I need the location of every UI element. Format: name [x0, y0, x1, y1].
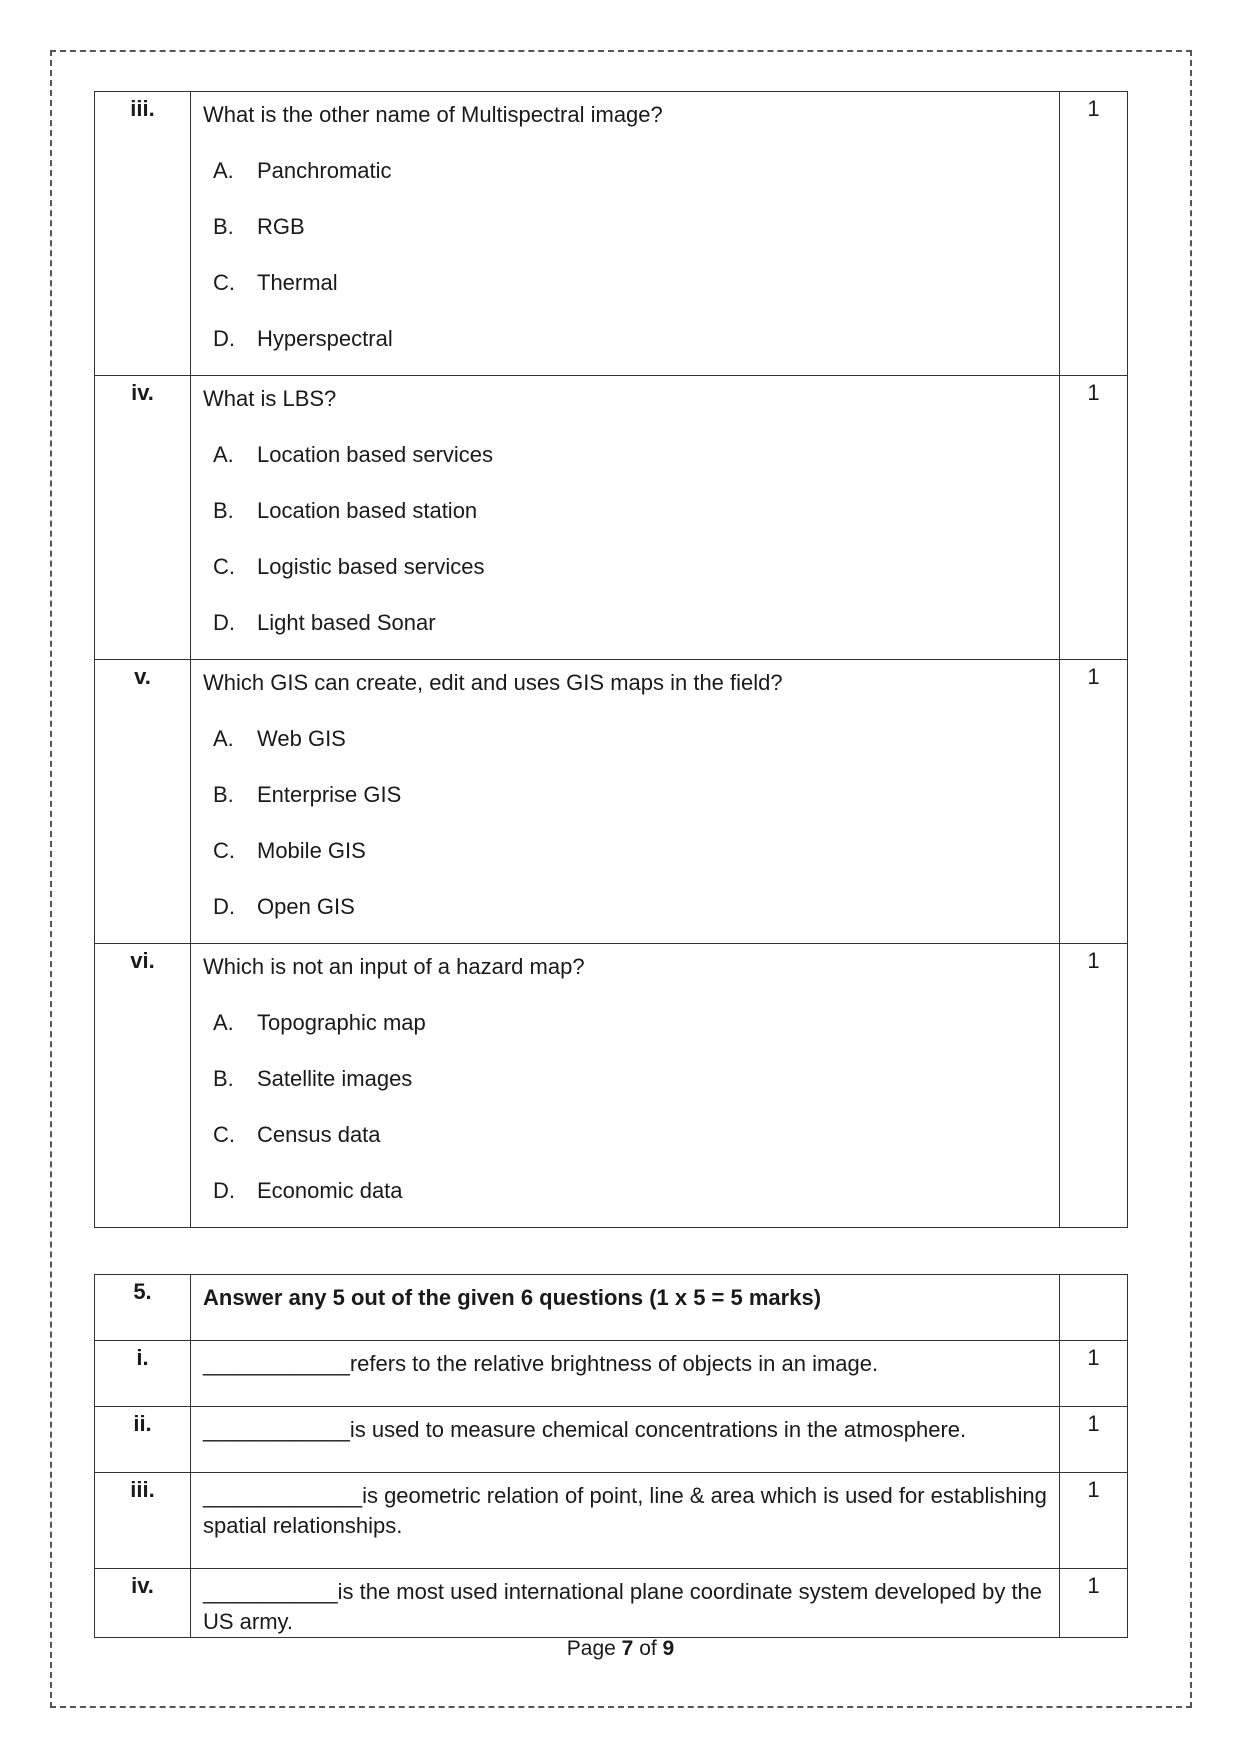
page-total: 9 — [662, 1637, 675, 1660]
question-text — [203, 1349, 1047, 1379]
fill-blank-row — [95, 1473, 1128, 1569]
page-of-label: of — [639, 1637, 657, 1660]
option-text: Open GIS — [257, 894, 355, 919]
option-text: Location based station — [257, 498, 478, 523]
question-number: v. — [95, 660, 191, 944]
option-text: Census data — [257, 1122, 381, 1147]
option-c — [203, 268, 1047, 298]
marks-cell: 1 — [1060, 376, 1128, 660]
option-a — [203, 156, 1047, 186]
option-text: Economic data — [257, 1178, 403, 1203]
question-cell — [191, 1473, 1060, 1569]
option-b — [203, 1064, 1047, 1094]
answer-blank: ___________ — [203, 1579, 338, 1604]
question-cell — [191, 1341, 1060, 1407]
fill-blank-row — [95, 1341, 1128, 1407]
question-cell — [191, 944, 1060, 1228]
answer-blank: ____________ — [203, 1351, 350, 1376]
question-number: iv. — [95, 376, 191, 660]
option-letter: A. — [213, 1010, 234, 1035]
question-body: is used to measure chemical concentrations in the atmosphere. — [349, 1417, 967, 1442]
option-c — [203, 552, 1047, 582]
question-text: Which GIS can create, edit and uses GIS maps in the field? — [203, 670, 783, 695]
option-letter: A. — [213, 158, 234, 183]
marks-cell: 1 — [1060, 660, 1128, 944]
page-current: 7 — [621, 1637, 634, 1660]
question-text: Which is not an input of a hazard map? — [203, 954, 585, 979]
marks-cell: 1 — [1060, 944, 1128, 1228]
option-text: Thermal — [257, 270, 338, 295]
question-number: iii. — [95, 1473, 191, 1569]
option-letter: A. — [213, 726, 234, 751]
fill-blank-row — [95, 1569, 1128, 1638]
question-cell — [191, 92, 1060, 376]
question-body: refers to the relative brightness of objects in an image. — [349, 1351, 879, 1376]
question-cell — [191, 1569, 1060, 1638]
option-text: Enterprise GIS — [257, 782, 402, 807]
option-letter: C. — [213, 838, 235, 863]
option-text: Light based Sonar — [257, 610, 436, 635]
question-text: What is the other name of Multispectral image? — [203, 102, 663, 127]
marks-cell — [1060, 1275, 1128, 1341]
option-text: Hyperspectral — [257, 326, 393, 351]
question-number: i. — [95, 1341, 191, 1407]
option-text: Mobile GIS — [257, 838, 366, 863]
question-cell — [191, 660, 1060, 944]
option-a — [203, 1008, 1047, 1038]
option-d — [203, 1176, 1047, 1206]
option-letter: C. — [213, 1122, 235, 1147]
option-b — [203, 212, 1047, 242]
question-text — [203, 1415, 1047, 1445]
option-a — [203, 440, 1047, 470]
option-letter: D. — [213, 894, 235, 919]
question-text: What is LBS? — [203, 386, 337, 411]
option-text: Panchromatic — [257, 158, 392, 183]
question-number: iii. — [95, 92, 191, 376]
fill-blank-table — [94, 1274, 1128, 1638]
answer-blank: ____________ — [203, 1417, 350, 1442]
option-text: RGB — [257, 214, 305, 239]
option-letter: B. — [213, 782, 234, 807]
option-text: Location based services — [257, 442, 494, 467]
section-number: 5. — [95, 1275, 191, 1341]
option-d — [203, 892, 1047, 922]
option-letter: B. — [213, 214, 234, 239]
question-row — [95, 660, 1128, 944]
option-b — [203, 780, 1047, 810]
page-label: Page — [566, 1637, 616, 1660]
question-text — [203, 1481, 1047, 1541]
marks-cell: 1 — [1060, 1407, 1128, 1473]
question-cell — [191, 1407, 1060, 1473]
question-body: is geometric relation of point, line & area which is used for establishing spatial relationships. — [203, 1483, 1047, 1538]
section-header-row — [95, 1275, 1128, 1341]
option-letter: D. — [213, 1178, 235, 1203]
question-number: ii. — [95, 1407, 191, 1473]
question-body: is the most used international plane coordinate system developed by the US army. — [203, 1579, 1043, 1634]
option-d — [203, 608, 1047, 638]
option-d — [203, 324, 1047, 354]
page-footer — [0, 1637, 1241, 1661]
option-letter: C. — [213, 270, 235, 295]
question-text — [203, 1577, 1047, 1637]
marks-cell: 1 — [1060, 1569, 1128, 1638]
option-c — [203, 1120, 1047, 1150]
question-number: iv. — [95, 1569, 191, 1638]
option-letter: D. — [213, 610, 235, 635]
option-a — [203, 724, 1047, 754]
fill-blank-row — [95, 1407, 1128, 1473]
answer-blank: _____________ — [203, 1483, 363, 1508]
question-row — [95, 944, 1128, 1228]
option-letter: B. — [213, 1066, 234, 1091]
marks-cell: 1 — [1060, 92, 1128, 376]
section-heading: Answer any 5 out of the given 6 questions (1 x 5 = 5 marks) — [203, 1285, 822, 1310]
option-b — [203, 496, 1047, 526]
question-number: vi. — [95, 944, 191, 1228]
question-cell — [191, 376, 1060, 660]
option-letter: A. — [213, 442, 234, 467]
question-row — [95, 376, 1128, 660]
option-text: Web GIS — [257, 726, 346, 751]
option-letter: D. — [213, 326, 235, 351]
section-heading-cell — [191, 1275, 1060, 1341]
marks-cell: 1 — [1060, 1341, 1128, 1407]
question-row — [95, 92, 1128, 376]
marks-cell: 1 — [1060, 1473, 1128, 1569]
option-c — [203, 836, 1047, 866]
mcq-table — [94, 91, 1128, 1228]
option-letter: B. — [213, 498, 234, 523]
option-letter: C. — [213, 554, 235, 579]
option-text: Logistic based services — [257, 554, 485, 579]
option-text: Topographic map — [257, 1010, 426, 1035]
option-text: Satellite images — [257, 1066, 413, 1091]
